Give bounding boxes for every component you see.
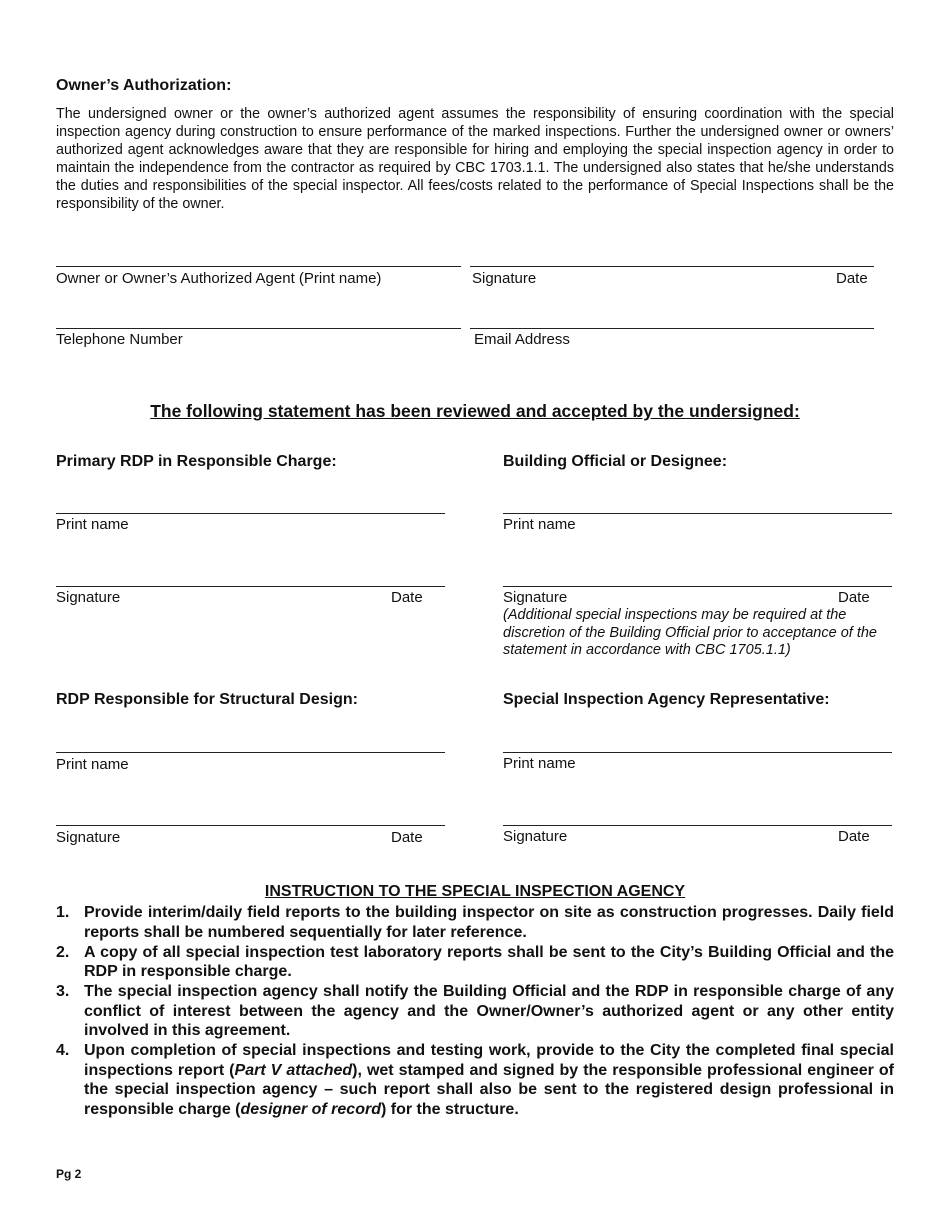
email-label: Email Address xyxy=(474,331,570,348)
instruction-number: 4. xyxy=(56,1042,70,1059)
structural-rdp-print-name-line[interactable] xyxy=(56,752,445,753)
primary-rdp-heading: Primary RDP in Responsible Charge: xyxy=(56,453,337,470)
instructions-list xyxy=(56,903,894,1120)
instruction-text: The special inspection agency shall notify the Building Official and the RDP in responsible charge of any conflict of interest between the agency and the Owner/Owner’s authorized agent or any other entity involved in this agreement. xyxy=(84,983,894,1039)
building-official-signature-label: Signature xyxy=(503,589,568,606)
instruction-item xyxy=(56,1041,894,1119)
structural-rdp-print-name-label: Print name xyxy=(56,756,129,773)
instruction-item xyxy=(56,982,894,1041)
structural-rdp-heading: RDP Responsible for Structural Design: xyxy=(56,691,358,708)
instruction-text-part: ), wet stamped and signed by the responsible professional engineer of the special inspection agency – such report shall also be sent to the registered design professional in responsible charge ( xyxy=(84,1061,895,1118)
agency-rep-print-name-line[interactable] xyxy=(503,752,892,753)
owner-date-label: Date xyxy=(836,270,868,287)
instruction-item xyxy=(56,943,894,982)
owner-print-name-label: Owner or Owner’s Authorized Agent (Print name) xyxy=(56,270,382,287)
instruction-number: 2. xyxy=(56,943,70,961)
instructions-title: INSTRUCTION TO THE SPECIAL INSPECTION AGENCY xyxy=(264,883,686,900)
agency-rep-signature-label: Signature xyxy=(503,828,568,845)
instruction-emphasis-part-v: Part V attached xyxy=(234,1061,353,1079)
owner-print-name-line[interactable] xyxy=(56,266,461,267)
instruction-emphasis-designer: designer of record xyxy=(240,1100,381,1118)
instruction-item xyxy=(56,903,894,942)
primary-rdp-print-name-label: Print name xyxy=(56,516,129,533)
primary-rdp-signature-label: Signature xyxy=(56,589,121,606)
primary-rdp-print-name-line[interactable] xyxy=(56,513,445,514)
structural-rdp-date-label: Date xyxy=(391,829,423,846)
instruction-number: 3. xyxy=(56,983,70,1000)
page-number: Pg 2 xyxy=(56,1167,82,1181)
structural-rdp-signature-line[interactable] xyxy=(56,825,445,826)
owner-signature-label: Signature xyxy=(472,270,537,287)
email-line[interactable] xyxy=(470,328,874,329)
instruction-text: A copy of all special inspection test laboratory reports shall be sent to the City’s Building Official and the RDP in responsible charge. xyxy=(84,943,894,980)
agency-rep-signature-line[interactable] xyxy=(503,825,892,826)
structural-rdp-signature-label: Signature xyxy=(56,829,121,846)
statement-title: The following statement has been reviewed and accepted by the undersigned: xyxy=(150,401,800,421)
building-official-print-name-line[interactable] xyxy=(503,513,892,514)
primary-rdp-date-label: Date xyxy=(391,589,423,606)
telephone-line[interactable] xyxy=(56,328,461,329)
instruction-text-part: ) for the structure. xyxy=(380,1100,519,1118)
instruction-text: Provide interim/daily field reports to the building inspector on site as construction progresses. Daily field reports shall be numbered sequentially for later reference. xyxy=(84,904,894,941)
building-official-signature-line[interactable] xyxy=(503,586,892,587)
owner-signature-line[interactable] xyxy=(470,266,874,267)
building-official-note: (Additional special inspections may be required at the discretion of the Building Official prior to acceptance of the statement in accordance with CBC 1705.1.1) xyxy=(503,607,877,658)
owner-authorization-paragraph: The undersigned owner or the owner’s authorized agent assumes the responsibility of ensuring coordination with the special inspection agency during construction to ensure performance of the marked inspections. Further the undersigned owner or owners’ authorized agent acknowledges aware that they are responsible for hiring and employing the special inspection agency in order to maintain the independence from the contractor as required by CBC 1703.1.1. The undersigned also states that he/she understands the duties and responsibilities of the special inspector. All fees/costs related to the performance of Special Inspections shall be the responsibility of the owner. xyxy=(56,106,894,212)
instruction-text-part: Upon completion of special inspections and testing work, provide to the City the completed final special inspections report ( xyxy=(84,1042,894,1079)
building-official-date-label: Date xyxy=(838,589,870,606)
building-official-heading: Building Official or Designee: xyxy=(503,453,728,470)
agency-rep-heading: Special Inspection Agency Representative: xyxy=(503,691,830,708)
agency-rep-date-label: Date xyxy=(838,828,870,845)
instruction-text xyxy=(84,1041,894,1119)
agency-rep-print-name-label: Print name xyxy=(503,755,576,772)
building-official-print-name-label: Print name xyxy=(503,516,576,533)
owner-authorization-heading: Owner’s Authorization: xyxy=(56,77,232,94)
primary-rdp-signature-line[interactable] xyxy=(56,586,445,587)
telephone-label: Telephone Number xyxy=(56,331,183,348)
instruction-number: 1. xyxy=(56,904,70,921)
